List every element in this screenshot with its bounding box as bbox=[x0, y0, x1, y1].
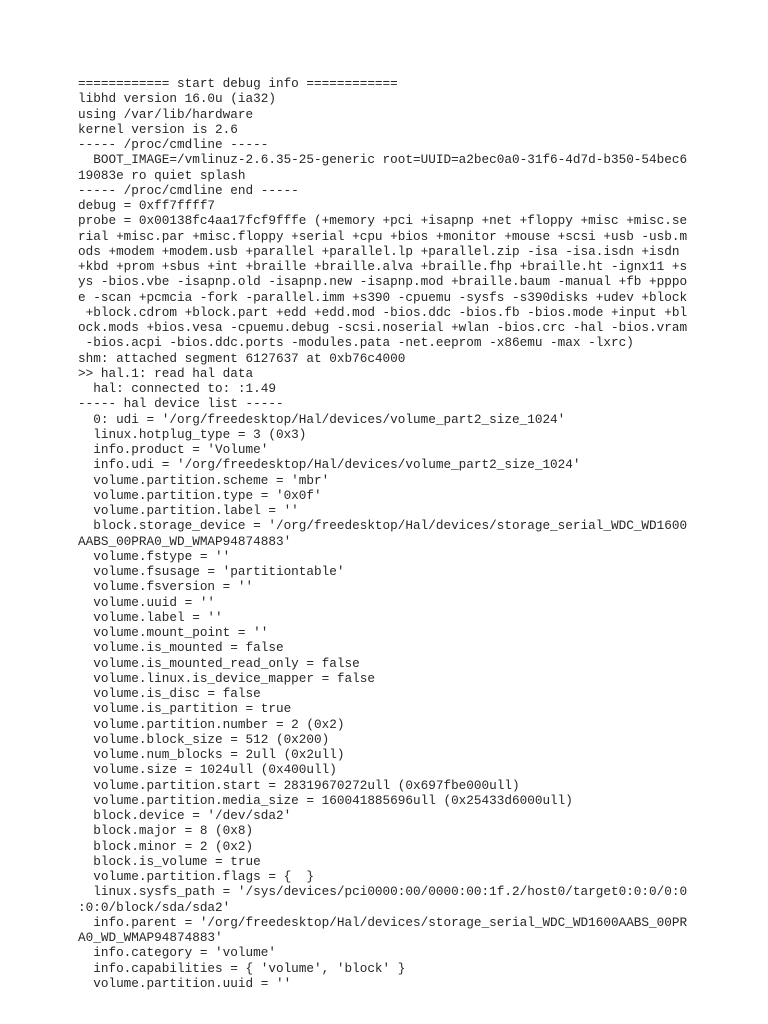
log-line: info.parent = '/org/freedesktop/Hal/devices/storage_serial_WDC_WD1600AABS_00PR bbox=[78, 914, 688, 930]
log-line: ============ start debug info ============ bbox=[78, 76, 398, 91]
log-line: 19083e ro quiet splash bbox=[78, 167, 246, 183]
log-line: volume.partition.flags = { } bbox=[78, 869, 315, 884]
log-line: :0:0/block/sda/sda2' bbox=[78, 899, 231, 915]
log-line: AABS_00PRA0_WD_WMAP94874883' bbox=[78, 533, 292, 549]
log-line: e -scan +pcmcia -fork -parallel.imm +s390 -cpuemu -sysfs -s390disks +udev +block bbox=[78, 289, 688, 305]
log-line: volume.is_mounted = false bbox=[78, 640, 284, 656]
log-line: debug = 0xff7ffff7 bbox=[78, 198, 216, 213]
log-line: volume.is_partition = true bbox=[78, 701, 292, 717]
log-line: hal: connected to: :1.49 bbox=[78, 381, 276, 396]
log-line: volume.fsversion = '' bbox=[78, 579, 254, 595]
log-line: volume.linux.is_device_mapper = false bbox=[78, 670, 375, 686]
log-line: ock.mods +bios.vesa -cpuemu.debug -scsi.noserial +wlan -bios.crc -hal -bios.vram bbox=[78, 320, 688, 335]
log-line: volume.mount_point = '' bbox=[78, 625, 269, 640]
log-line: volume.partition.type = '0x0f' bbox=[78, 487, 322, 503]
log-line: volume.partition.start = 28319670272ull (0x697fbe000ull) bbox=[78, 777, 520, 793]
log-line: rial +misc.par +misc.floppy +serial +cpu +bios +monitor +mouse +scsi +usb -usb.m bbox=[78, 228, 688, 244]
log-line: volume.is_mounted_read_only = false bbox=[78, 655, 360, 671]
log-line: BOOT_IMAGE=/vmlinuz-2.6.35-25-generic root=UUID=a2bec0a0-31f6-4d7d-b350-54bec6 bbox=[78, 152, 688, 168]
log-line: +block.cdrom +block.part +edd +edd.mod -bios.ddc -bios.fb -bios.mode +input +bl bbox=[78, 304, 688, 320]
log-line: volume.num_blocks = 2ull (0x2ull) bbox=[78, 747, 345, 762]
log-line: volume.partition.media_size = 160041885696ull (0x25433d6000ull) bbox=[78, 792, 573, 808]
log-line: volume.partition.number = 2 (0x2) bbox=[78, 716, 345, 732]
log-line: shm: attached segment 6127637 at 0xb76c4000 bbox=[78, 350, 406, 366]
log-line: block.storage_device = '/org/freedesktop/Hal/devices/storage_serial_WDC_WD1600 bbox=[78, 518, 688, 534]
log-line: linux.hotplug_type = 3 (0x3) bbox=[78, 426, 307, 442]
log-line: +kbd +prom +sbus +int +braille +braille.alva +braille.fhp +braille.ht -ignx11 +s bbox=[78, 259, 688, 274]
log-line: ys -bios.vbe -isapnp.old -isapnp.new -isapnp.mod +braille.baum -manual +fb +pppo bbox=[78, 274, 688, 290]
log-line: volume.partition.uuid = '' bbox=[78, 975, 292, 991]
log-line: kernel version is 2.6 bbox=[78, 121, 238, 137]
log-line: block.is_volume = true bbox=[78, 853, 261, 869]
log-line: linux.sysfs_path = '/sys/devices/pci0000:00/0000:00:1f.2/host0/target0:0:0/0:0 bbox=[78, 884, 688, 900]
log-line: >> hal.1: read hal data bbox=[78, 365, 254, 381]
log-line: volume.partition.scheme = 'mbr' bbox=[78, 472, 330, 488]
log-line: volume.uuid = '' bbox=[78, 594, 216, 610]
log-line: volume.block_size = 512 (0x200) bbox=[78, 731, 330, 747]
log-line: block.minor = 2 (0x2) bbox=[78, 838, 254, 854]
log-line: block.device = '/dev/sda2' bbox=[78, 808, 292, 823]
log-line: info.capabilities = { 'volume', 'block' } bbox=[78, 960, 406, 976]
log-line: info.udi = '/org/freedesktop/Hal/devices/volume_part2_size_1024' bbox=[78, 457, 581, 473]
log-line: volume.fsusage = 'partitiontable' bbox=[78, 564, 345, 579]
log-line: volume.is_disc = false bbox=[78, 686, 261, 701]
log-line: ----- hal device list ----- bbox=[78, 396, 284, 412]
debug-log-document bbox=[78, 76, 738, 991]
log-line: -bios.acpi -bios.ddc.ports -modules.pata -net.eeprom -x86emu -max -lxrc) bbox=[78, 335, 634, 351]
log-line: volume.label = '' bbox=[78, 609, 223, 625]
log-line: block.major = 8 (0x8) bbox=[78, 823, 254, 839]
log-line: ods +modem +modem.usb +parallel +parallel.lp +parallel.zip -isa -isa.isdn +isdn bbox=[78, 243, 680, 259]
log-line: 0: udi = '/org/freedesktop/Hal/devices/volume_part2_size_1024' bbox=[78, 411, 566, 427]
log-line: volume.size = 1024ull (0x400ull) bbox=[78, 762, 337, 778]
log-line: volume.partition.label = '' bbox=[78, 503, 299, 518]
log-line: using /var/lib/hardware bbox=[78, 106, 254, 122]
log-line: ----- /proc/cmdline end ----- bbox=[78, 182, 299, 198]
log-line: volume.fstype = '' bbox=[78, 548, 231, 564]
log-line: ----- /proc/cmdline ----- bbox=[78, 137, 269, 152]
log-line: probe = 0x00138fc4aa17fcf9fffe (+memory +pci +isapnp +net +floppy +misc +misc.se bbox=[78, 213, 688, 229]
log-line: info.category = 'volume' bbox=[78, 945, 276, 961]
log-line: A0_WD_WMAP94874883' bbox=[78, 930, 223, 945]
log-line: libhd version 16.0u (ia32) bbox=[78, 91, 276, 107]
log-line: info.product = 'Volume' bbox=[78, 442, 269, 457]
